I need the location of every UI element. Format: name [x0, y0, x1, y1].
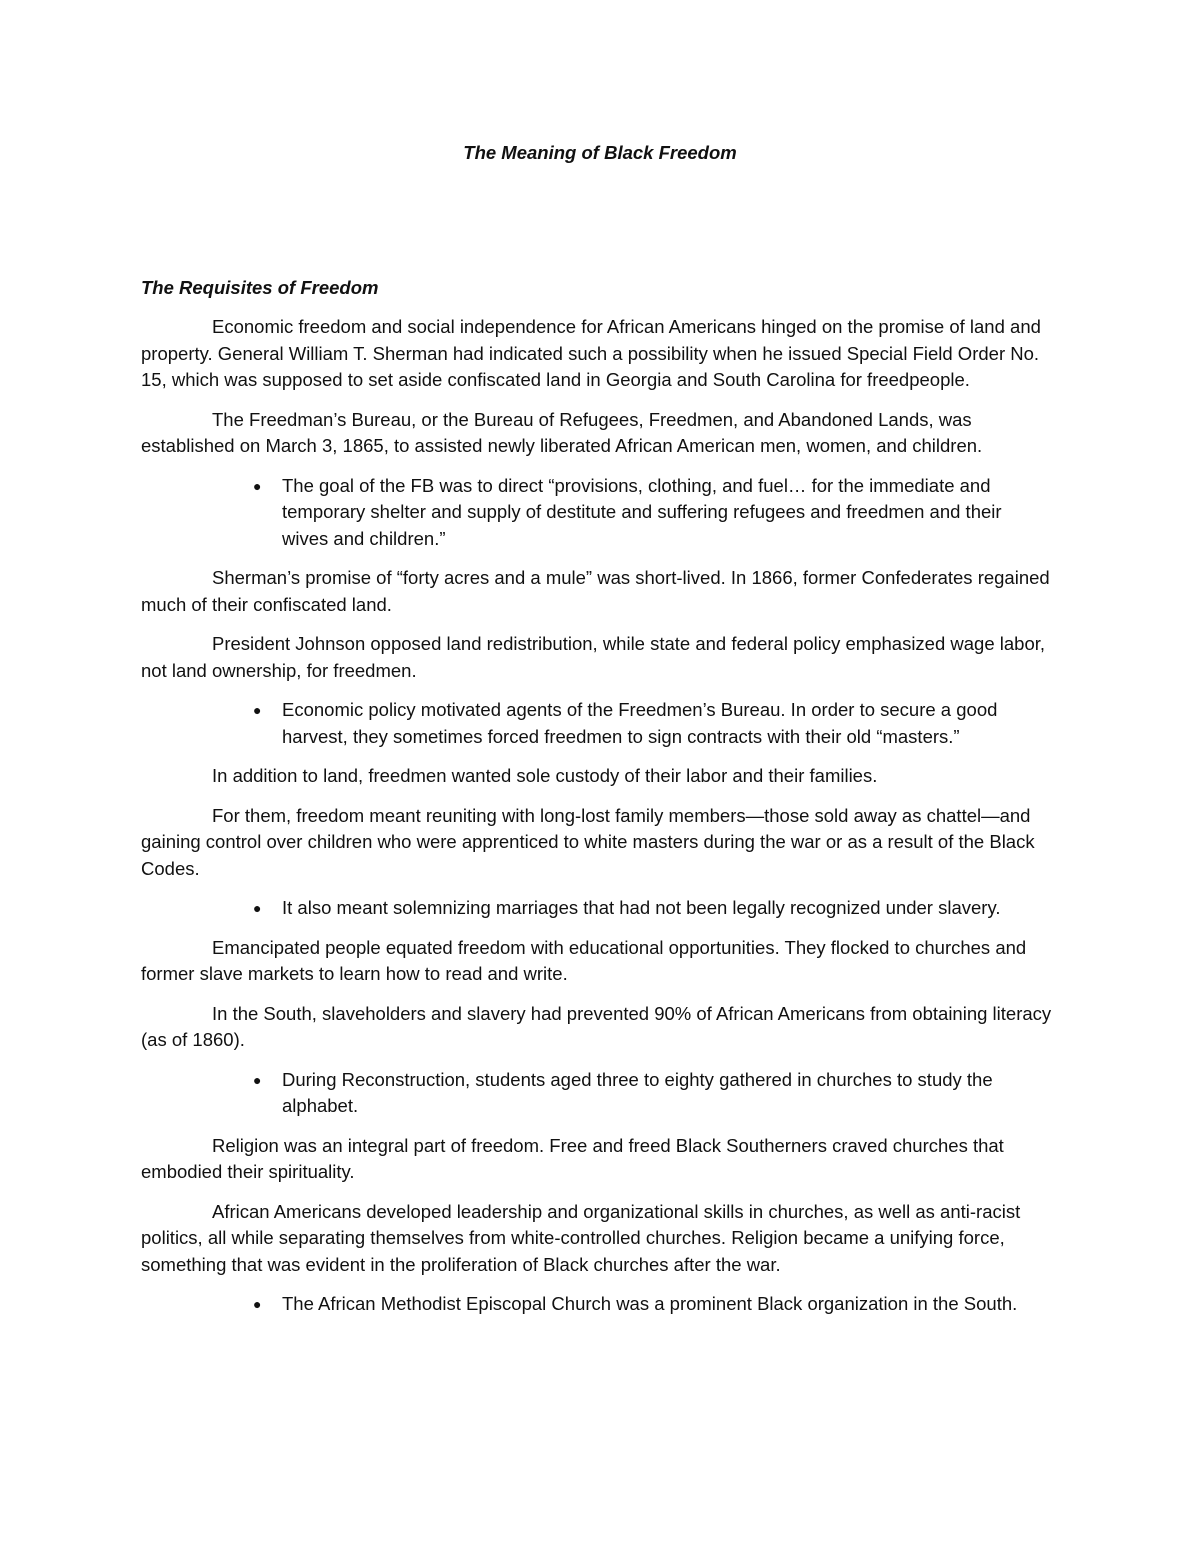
bullet-item [141, 473, 1059, 553]
paragraph: Religion was an integral part of freedom. Free and freed Black Southerners craved churches that embodied their spirituality. [141, 1134, 1004, 1182]
bullet-icon: ● [253, 702, 262, 718]
paragraph: African Americans developed leadership and organizational skills in churches, as well as anti-racist politics, all while separating themselves from white-controlled churches. Religion became a unifying force, something that was evident in the proliferation of Black churches after the war. [141, 1200, 1021, 1275]
bullet-item [141, 1067, 1059, 1120]
bullet-item [141, 1291, 1059, 1318]
paragraph: Emancipated people equated freedom with educational opportunities. They flocked to churches and former slave markets to learn how to read and write. [141, 936, 1027, 984]
bullet-icon: ● [253, 1071, 262, 1088]
bullet-text: The African Methodist Episcopal Church was a prominent Black organization in the South. [282, 1293, 1018, 1314]
bullet-text: Economic policy motivated agents of the Freedmen’s Bureau. In order to secure a good harvest, they sometimes forced freedmen to sign contracts with their old “masters.” [282, 699, 998, 747]
paragraph: In the South, slaveholders and slavery had prevented 90% of African Americans from obtaining literacy (as of 1860). [141, 1002, 1052, 1050]
bullet-icon: ● [253, 477, 262, 494]
bullet-icon: ● [253, 900, 262, 916]
bullet-text: The goal of the FB was to direct “provisions, clothing, and fuel… for the immediate and temporary shelter and supply of destitute and suffering refugees and freedmen and their wives and children.” [282, 474, 1002, 549]
paragraph: Sherman’s promise of “forty acres and a mule” was short-lived. In 1866, former Confederates regained much of their confiscated land. [141, 567, 1050, 615]
paragraph: Economic freedom and social independence for African Americans hinged on the promise of land and property. General William T. Sherman had indicated such a possibility when he issued Special Field Order No. 15, which was supposed to set aside confiscated land in Georgia and South Carolina for freedpeople. [141, 316, 1041, 390]
document-blocks [141, 314, 1059, 1318]
bullet-text: It also meant solemnizing marriages that had not been legally recognized under slavery. [282, 897, 1001, 918]
paragraph: President Johnson opposed land redistribution, while state and federal policy emphasized wage labor, not land ownership, for freedmen. [141, 633, 1046, 681]
document-body [141, 140, 1059, 1331]
document-title: The Meaning of Black Freedom [463, 142, 737, 163]
paragraph: In addition to land, freedmen wanted sole custody of their labor and their families. [212, 765, 878, 786]
bullet-text: During Reconstruction, students aged three to eighty gathered in churches to study the alphabet. [282, 1068, 993, 1116]
bullet-item [141, 895, 1059, 922]
paragraph: For them, freedom meant reuniting with long-lost family members—those sold away as chattel—and gaining control over children who were apprenticed to white masters during the war or as a result of the Black Codes. [141, 804, 1035, 879]
bullet-icon: ● [253, 1296, 262, 1312]
section-heading: The Requisites of Freedom [141, 276, 379, 298]
paragraph: The Freedman’s Bureau, or the Bureau of Refugees, Freedmen, and Abandoned Lands, was established on March 3, 1865, to assisted newly liberated African American men, women, and children. [141, 408, 983, 456]
bullet-item [141, 697, 1059, 750]
